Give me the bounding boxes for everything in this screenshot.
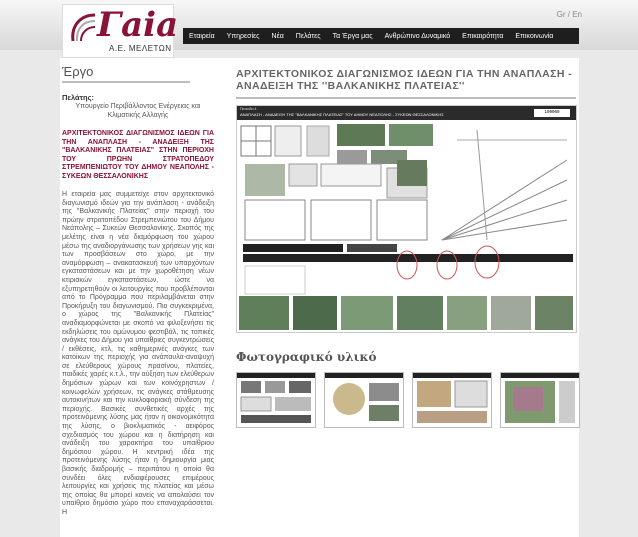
section-title: Έργο — [62, 64, 94, 79]
project-main — [236, 68, 578, 428]
page-title: ΑΡΧΙΤΕΚΤΟΝΙΚΟΣ ΔΙΑΓΩΝΙΣΜΟΣ ΙΔΕΩΝ ΓΙΑ ΤΗΝ ΑΝΑΠΛΑΣΗ - ΑΝΑΔΕΙΞΗ ΤΗΣ ''ΒΑΛΚΑΝΙΚΗΣ ΠΛΑΤΕΙΑΣ'' — [236, 68, 573, 92]
lang-gr-link[interactable]: Gr — [556, 10, 566, 19]
main-nav — [183, 28, 579, 44]
poster-header — [237, 106, 576, 120]
gallery-thumbnail[interactable] — [236, 372, 316, 428]
thumbnail-image — [325, 373, 403, 427]
nav-item-current-affairs[interactable]: Επικαιρότητα — [462, 32, 504, 40]
photo-gallery — [236, 372, 578, 428]
client-label: Πελάτης: — [62, 93, 94, 102]
thumbnail-image — [413, 373, 491, 427]
poster-drawings — [237, 120, 576, 332]
client-value: Υπουργείο Περιβάλλοντος Ενέργειας και Κλιματικής Αλλαγής — [75, 103, 201, 119]
poster-sheet-label: Πινακίδα 4 — [240, 107, 257, 111]
poster-title: ΑΝΑΠΛΑΣΗ - ΑΝΑΔΕΙΞΗ ΤΗΣ "ΒΑΛΚΑΝΙΚΗΣ ΠΛΑΤΕΙΑΣ" ΤΟΥ ΔΗΜΟΥ ΝΕΑΠΟΛΗΣ - ΣΥΚΕΩΝ ΘΕΣΣΑΛΟΝΙΚΗΣ — [240, 112, 444, 117]
project-title: ΑΡΧΙΤΕΚΤΟΝΙΚΟΣ ΔΙΑΓΩΝΙΣΜΟΣ ΙΔΕΩΝ ΓΙΑ ΤΗΝ ΑΝΑΠΛΑΣΗ - ΑΝΑΔΕΙΞΗ ΤΗΣ "ΒΑΛΚΑΝΙΚΗΣ ΠΛΑΤΕΙΑΣ" ΣΤΗΝ ΠΕΡΙΟΧΗ ΤΟΥ ΠΡΩΗΝ ΣΤΡΑΤΟΠΕΔΟΥ ΣΤΡΕΜΠΕΝΙΩΤΟΥ ΤΟΥ ΔΗΜΟΥ ΝΕΑΠΟΛΗΣ - ΣΥΚΕΩΝ ΘΕΣΣΑΛΟΝΙΚΗΣ — [62, 130, 214, 180]
photo-section-title: Φωτογραφικό υλικό — [236, 350, 377, 364]
logo-text: Γaia — [97, 5, 179, 45]
language-switcher — [557, 10, 582, 19]
nav-item-company[interactable]: Εταιρεία — [189, 32, 215, 40]
nav-item-contact[interactable]: Επικοινωνία — [515, 32, 554, 40]
nav-item-staff[interactable]: Ανθρώπινο Δυναμικό — [384, 32, 451, 40]
project-sidebar — [62, 64, 214, 518]
title-divider — [236, 97, 576, 99]
section-divider — [62, 81, 190, 83]
gallery-thumbnail[interactable] — [412, 372, 492, 428]
thumbnail-image — [237, 373, 315, 427]
gallery-thumbnail[interactable] — [500, 372, 580, 428]
nav-item-news[interactable]: Νέα — [271, 32, 284, 40]
project-poster-image[interactable] — [236, 105, 577, 333]
logo-tagline: Α.Ε. ΜΕΛΕΤΩΝ — [109, 44, 172, 53]
nav-item-clients[interactable]: Πελάτες — [295, 32, 321, 40]
poster-code: 199969 — [534, 109, 570, 117]
nav-item-services[interactable]: Υπηρεσίες — [226, 32, 260, 40]
nav-item-projects[interactable]: Τα Έργα μας — [332, 32, 373, 40]
gallery-thumbnail[interactable] — [324, 372, 404, 428]
project-description: Η εταιρεία μας συμμετείχε στον αρχιτεκτονικό διαγωνισμό ιδεών για την ανάπλαση - ανάδειξη της "Βαλκανικής Πλατείας" στην περιοχή του πρώην στρατοπέδου Στρεμπενιώτου του Δήμου Νεάπολης – Συκεών Θεσσαλονίκης. Σκοπός της μελέτης είναι η νέα διαμόρφωση του χώρου μέσω της αναδιοργάνωσης των χρήσεων γης και των προσβάσεων στο χώρο, με την αναμόρφωση – ανακατασκευή των υπαρχόντων εγκαταστάσεων και με την χωροθέτηση νέων κτιριακών εγκαταστάσεων, ώστε να εξυπηρετηθούν οι λειτουργίες που προβλέπονται από το Πρόγραμμα που περιλαμβάνεται στην Προκήρυξη του διαγωνισμού. Πιο συγκεκριμένα, ο χώρος της "Βαλκανικής Πλατείας" αναδιαμορφώνεται με σκοπό να φιλοξενήσει τις εκδηλώσεις του ομώνυμου φεστιβάλ, τις τοπικές ανάγκες του Δήμου για υπαίθριες συγκεντρώσεις / εκθέσεις, κτλ, τις καθημερινές ανάγκες των κατοίκων της περιοχής για ανάπαυλα-αναψυχή σε ελεύθερους χώρους πρασίνου, πλατείες, παιδικές χαρές κ.τ.λ., την αύξηση των ελεύθερων δημόσιων χώρων και των κοινόχρηστων / κοινωφελών χρήσεων, τις ανάγκες στάθμευσης αυτοκινήτων και την κυκλοφοριακή σύνδεση της περιοχής. Βασικές συνθετικές αρχές της προτεινόμενης λύσης μας ήταν η οικονομικότητα της λύσης, ο βιοκλιματικός - αειφόρος σχεδιασμός του χώρου και η διατήρηση και ανάδειξη του χαρακτήρα του υπαίθριου δημόσιου χώρου. Η κεντρική ιδέα της προτεινόμενης λύσης ήταν η δημιουργία μιας βασικής διαδρομής – περιπάτου η οποία θα συνδέει όλες ενδιαφέρουσες επιμέρους λειτουργίες και χρήσεις της πλατείας και μέσω της οποίας θα μπορεί κανείς να απολαύσει τον υπαίθριο δημόσιο χώρο που επαναχαράσσεται. Η — [62, 191, 214, 516]
lang-en-link[interactable]: En — [572, 10, 582, 19]
company-logo[interactable] — [62, 4, 179, 58]
thumbnail-image — [501, 373, 579, 427]
lang-separator: / — [567, 10, 570, 19]
logo-swirl-icon — [69, 11, 99, 45]
